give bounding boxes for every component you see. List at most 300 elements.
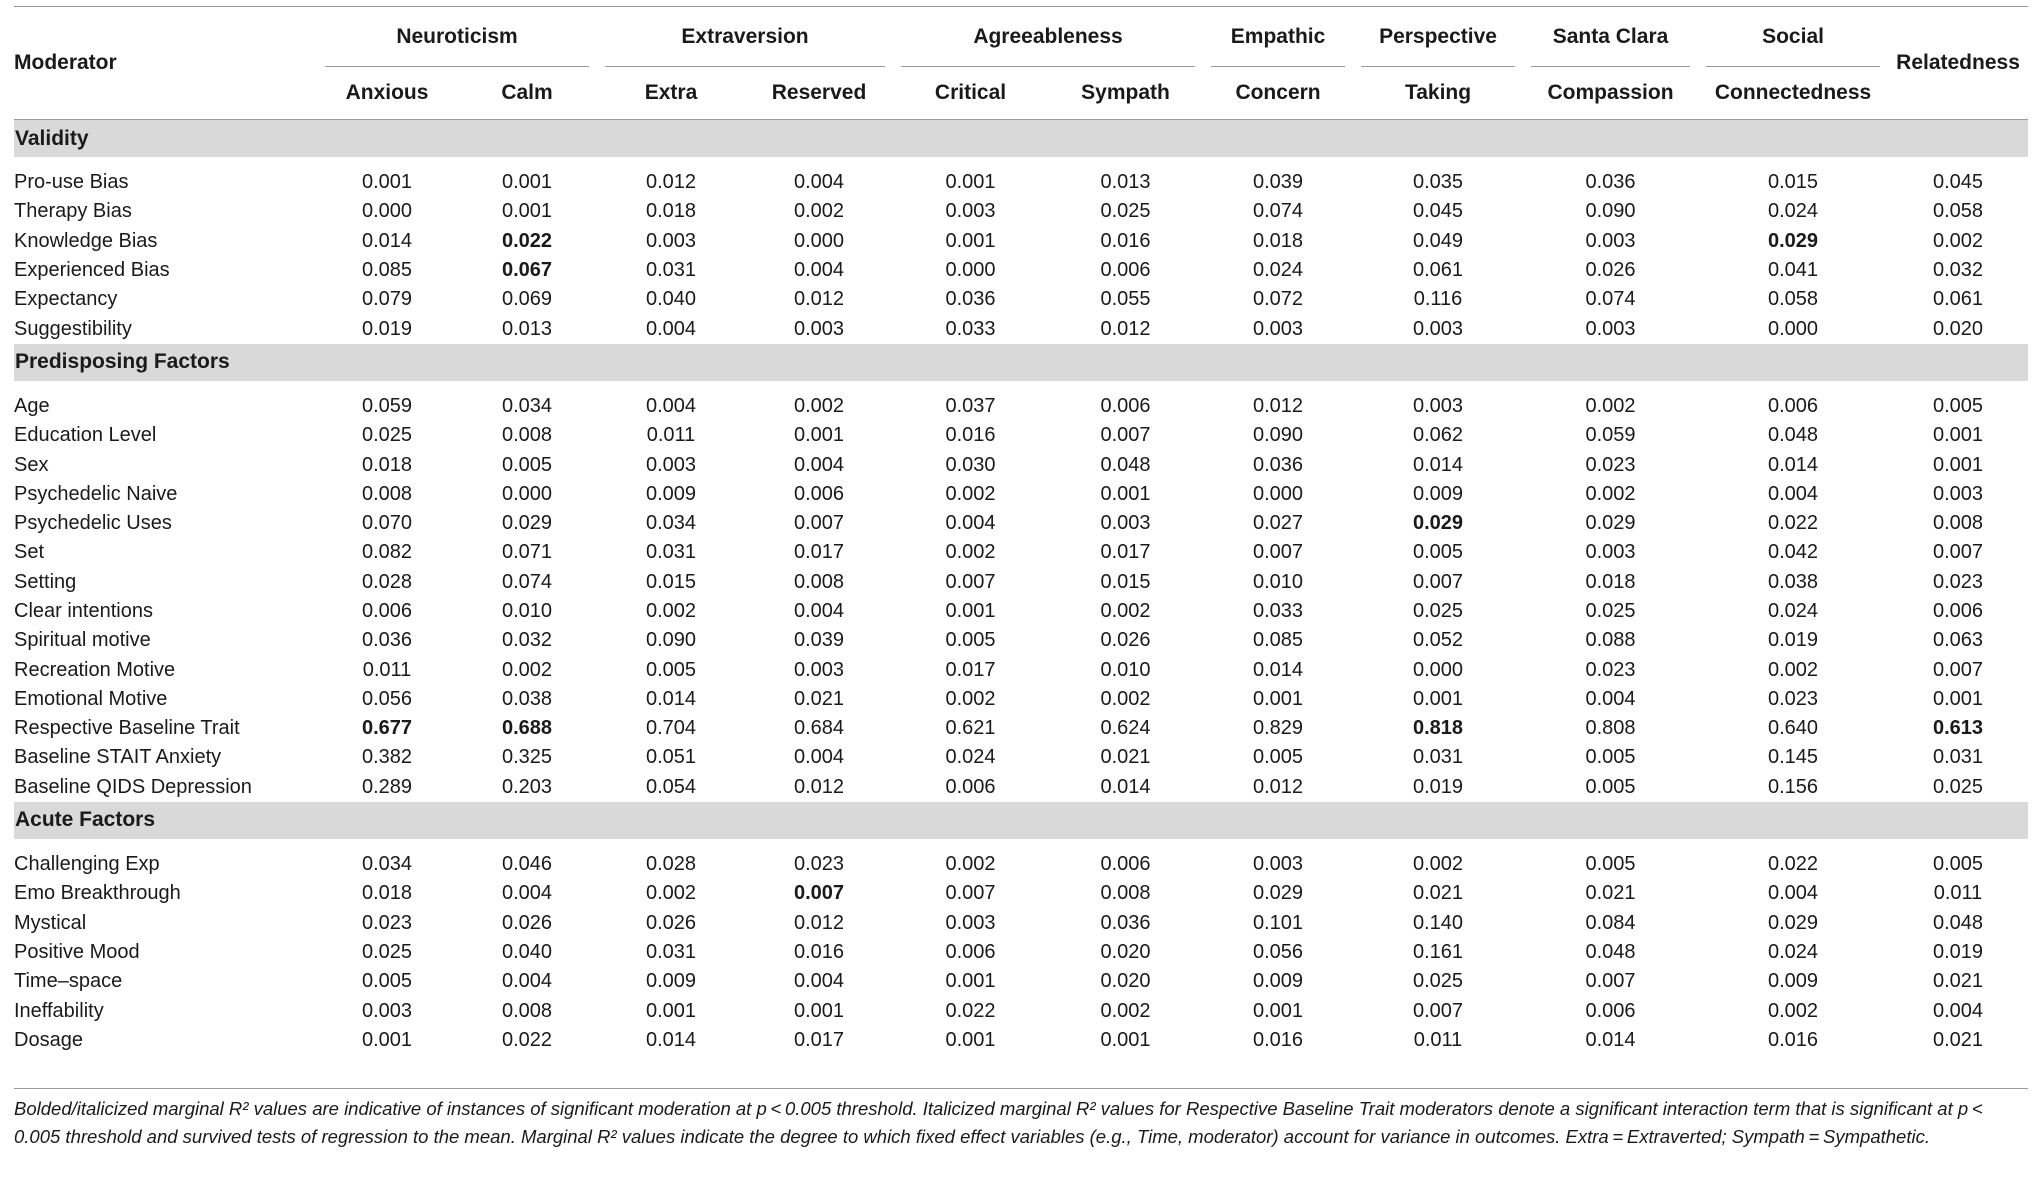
value-cell: 0.074 [1253,200,1304,223]
table-row [14,850,2028,879]
value-cell: 0.007 [1253,541,1304,564]
value-cell: 0.013 [501,317,553,340]
value-cell: 0.140 [1413,911,1464,934]
subheader: Connectedness [1698,67,1888,120]
row-label: Pro-use Bias [14,171,129,194]
value-cell: 0.023 [793,853,845,876]
value-cell: 0.016 [1100,229,1151,252]
value-cell: 0.045 [1933,171,1984,194]
value-cell: 0.005 [1413,541,1464,564]
value-cell: 0.677 [361,717,413,740]
table-row [14,285,2028,314]
value-cell: 0.002 [1585,394,1636,417]
table-row [14,655,2028,684]
value-cell: 0.027 [1253,512,1304,535]
value-cell: 0.011 [646,424,696,447]
value-cell: 0.014 [361,229,413,252]
value-cell: 0.024 [945,746,996,769]
value-cell: 0.039 [1253,171,1304,194]
value-cell: 0.048 [1585,940,1636,963]
value-cell: 0.032 [1933,259,1984,282]
value-cell: 0.042 [1768,541,1819,564]
row-label: Ineffability [14,999,104,1022]
row-label: Psychedelic Uses [14,512,172,535]
value-cell: 0.613 [1933,717,1984,740]
subheader: Extra [597,67,745,120]
value-cell: 0.019 [1413,775,1464,798]
value-cell: 0.001 [1253,687,1304,710]
row-label: Baseline QIDS Depression [14,775,252,798]
table-row [14,1026,2028,1055]
row-label: Positive Mood [14,940,140,963]
table-row [14,168,2028,197]
value-cell: 0.031 [1933,746,1984,769]
value-cell: 0.145 [1768,746,1819,769]
value-cell: 0.023 [1933,570,1984,593]
value-cell: 0.010 [1253,570,1304,593]
value-cell: 0.009 [1413,482,1464,505]
value-cell: 0.012 [1100,317,1151,340]
value-cell: 0.072 [1253,288,1304,311]
value-cell: 0.088 [1585,629,1636,652]
value-cell: 0.032 [501,629,553,652]
value-cell: 0.003 [1253,853,1304,876]
group-header: Agreeableness [893,7,1203,68]
value-cell: 0.002 [1100,687,1151,710]
value-cell: 0.036 [1585,171,1636,194]
value-cell: 0.003 [1933,482,1984,505]
value-cell: 0.012 [793,288,845,311]
value-cell: 0.001 [1933,453,1984,476]
value-cell: 0.058 [1768,288,1819,311]
row-label: Time–space [14,970,123,993]
value-cell: 0.002 [945,482,996,505]
group-header: Empathic [1203,7,1353,68]
value-cell: 0.001 [501,171,553,194]
value-cell: 0.031 [645,940,697,963]
value-cell: 0.005 [645,658,697,681]
value-cell: 0.003 [1585,317,1636,340]
value-cell: 0.023 [361,911,413,934]
value-cell: 0.002 [945,541,996,564]
value-cell: 0.025 [1933,775,1984,798]
group-header: Extraversion [597,7,893,68]
value-cell: 0.000 [793,229,845,252]
value-cell: 0.029 [1768,229,1819,252]
value-cell: 0.024 [1768,200,1819,223]
value-cell: 0.000 [361,200,413,223]
value-cell: 0.004 [793,171,845,194]
value-cell: 0.061 [1933,288,1984,311]
value-cell: 0.008 [1933,512,1984,535]
value-cell: 0.014 [1413,453,1464,476]
value-cell: 0.006 [361,600,413,622]
value-cell: 0.818 [1413,717,1464,740]
value-cell: 0.009 [1253,970,1304,993]
table-row [14,714,2028,743]
row-label: Set [14,541,45,564]
value-cell: 0.018 [361,453,413,476]
value-cell: 0.030 [945,453,996,476]
value-cell: 0.004 [1585,687,1636,710]
value-cell: 0.028 [361,570,413,593]
value-cell: 0.051 [645,746,697,769]
value-cell: 0.001 [1413,687,1464,710]
section-title: Validity [14,120,2028,158]
value-cell: 0.004 [793,746,845,769]
section-title: Acute Factors [14,802,2028,839]
value-cell: 0.000 [1413,658,1464,681]
subheader: Taking [1353,67,1523,120]
value-cell: 0.074 [1585,288,1636,311]
row-label: Age [14,394,50,417]
value-cell: 0.640 [1768,717,1819,740]
section-spacer [14,157,2028,168]
table-row [14,227,2028,256]
subheader: Sympath [1048,67,1203,120]
value-cell: 0.014 [1768,453,1819,476]
value-cell: 0.034 [361,853,413,876]
header-row-groups [14,7,2028,68]
group-header: Social [1698,7,1888,68]
value-cell: 0.025 [1100,200,1151,223]
table-row [14,392,2028,421]
value-cell: 0.003 [1585,541,1636,564]
value-cell: 0.001 [793,424,845,447]
value-cell: 0.001 [945,1028,996,1051]
value-cell: 0.040 [501,940,553,963]
spacer-cell [14,839,2028,850]
value-cell: 0.829 [1253,717,1304,740]
value-cell: 0.046 [501,853,553,876]
value-cell: 0.071 [501,541,553,564]
value-cell: 0.002 [501,658,553,681]
value-cell: 0.808 [1585,717,1636,740]
value-cell: 0.036 [1100,911,1151,934]
value-cell: 0.001 [945,970,996,993]
value-cell: 0.049 [1413,229,1464,252]
value-cell: 0.002 [945,687,996,710]
value-cell: 0.070 [361,512,413,535]
value-cell: 0.004 [945,512,996,535]
value-cell: 0.010 [1100,658,1151,681]
value-cell: 0.014 [1100,775,1151,798]
value-cell: 0.002 [1100,999,1151,1022]
value-cell: 0.059 [1585,424,1636,447]
row-label: Expectancy [14,288,118,311]
value-cell: 0.008 [1100,882,1151,905]
table-row [14,685,2028,714]
value-cell: 0.101 [1253,911,1304,934]
value-cell: 0.007 [945,882,996,905]
value-cell: 0.036 [361,629,413,652]
value-cell: 0.004 [645,394,697,417]
value-cell: 0.029 [501,512,553,535]
value-cell: 0.067 [501,259,553,282]
value-cell: 0.034 [501,394,553,417]
value-cell: 0.024 [1768,940,1819,963]
value-cell: 0.002 [1933,229,1984,252]
value-cell: 0.325 [501,746,553,769]
table-row [14,256,2028,285]
value-cell: 0.023 [1585,453,1636,476]
value-cell: 0.007 [945,570,996,593]
value-cell: 0.002 [793,200,845,223]
value-cell: 0.085 [1253,629,1304,652]
value-cell: 0.048 [1768,424,1819,447]
value-cell: 0.002 [793,394,845,417]
value-cell: 0.031 [1413,746,1464,769]
table-row [14,967,2028,996]
value-cell: 0.012 [793,911,845,934]
table-row [14,879,2028,908]
value-cell: 0.001 [501,200,553,223]
value-cell: 0.021 [1413,882,1464,905]
value-cell: 0.006 [1100,394,1151,417]
value-cell: 0.090 [1253,424,1304,447]
table-row [14,538,2028,567]
value-cell: 0.079 [361,288,413,311]
value-cell: 0.004 [793,970,845,993]
value-cell: 0.007 [1100,424,1151,447]
value-cell: 0.012 [645,171,697,194]
value-cell: 0.056 [361,687,413,710]
table-row [14,597,2028,626]
value-cell: 0.156 [1768,775,1819,798]
table-footnote: Bolded/italicized marginal R² values are indicative of instances of significant moderation at p < 0.005 threshold. Italicized marginal R² values for Respective Baseline Trait moderators denote a significant interaction term that is significant at p < 0.005 threshold and survived tests of regression to the mean. Marginal R² values indicate the degree to which fixed effect variables (e.g., Time, moderator) account for variance in outcomes. Extra = Extraverted; Sympath = Sympathetic. [14,1088,2028,1151]
row-label: Suggestibility [14,317,132,340]
value-cell: 0.002 [645,882,697,905]
value-cell: 0.008 [501,424,553,447]
value-cell: 0.026 [645,911,697,934]
section-spacer [14,381,2028,392]
value-cell: 0.002 [1413,853,1464,876]
table-row [14,314,2028,343]
value-cell: 0.007 [793,512,845,535]
spacer-cell [14,157,2028,168]
table-row [14,996,2028,1025]
value-cell: 0.688 [501,717,553,740]
value-cell: 0.084 [1585,911,1636,934]
value-cell: 0.007 [1933,658,1984,681]
value-cell: 0.007 [793,882,845,905]
table-row [14,568,2028,597]
value-cell: 0.006 [1933,600,1984,622]
value-cell: 0.161 [1413,940,1464,963]
value-cell: 0.003 [945,911,996,934]
value-cell: 0.005 [1933,853,1984,876]
value-cell: 0.005 [945,629,996,652]
value-cell: 0.025 [361,940,413,963]
value-cell: 0.011 [1933,882,1983,905]
value-cell: 0.036 [1253,453,1304,476]
value-cell: 0.003 [945,200,996,223]
value-cell: 0.116 [1413,288,1463,311]
value-cell: 0.061 [1413,259,1464,282]
value-cell: 0.382 [361,746,413,769]
value-cell: 0.022 [501,229,553,252]
value-cell: 0.059 [361,394,413,417]
table-row [14,480,2028,509]
value-cell: 0.048 [1100,453,1151,476]
row-label: Respective Baseline Trait [14,717,240,740]
value-cell: 0.028 [645,853,697,876]
value-cell: 0.001 [361,171,413,194]
value-cell: 0.004 [793,259,845,282]
section-header-row [14,344,2028,381]
value-cell: 0.018 [1253,229,1304,252]
value-cell: 0.090 [1585,200,1636,223]
value-cell: 0.015 [1100,570,1151,593]
value-cell: 0.002 [945,853,996,876]
value-cell: 0.004 [645,317,697,340]
value-cell: 0.034 [645,512,697,535]
value-cell: 0.021 [1933,970,1984,993]
value-cell: 0.005 [1585,775,1636,798]
value-cell: 0.704 [645,717,697,740]
value-cell: 0.001 [361,1028,413,1051]
value-cell: 0.021 [1585,882,1636,905]
value-cell: 0.022 [1768,512,1819,535]
value-cell: 0.012 [793,775,845,798]
value-cell: 0.016 [1253,1028,1304,1051]
value-cell: 0.016 [1768,1028,1819,1051]
value-cell: 0.085 [361,259,413,282]
value-cell: 0.003 [645,453,697,476]
value-cell: 0.001 [1253,999,1304,1022]
value-cell: 0.017 [793,1028,845,1051]
value-cell: 0.054 [645,775,697,798]
value-cell: 0.055 [1100,288,1151,311]
value-cell: 0.004 [793,600,845,622]
value-cell: 0.003 [361,999,413,1022]
row-label: Dosage [14,1028,83,1051]
value-cell: 0.036 [945,288,996,311]
row-label: Therapy Bias [14,200,132,223]
value-cell: 0.003 [1100,512,1151,535]
value-cell: 0.022 [501,1028,553,1051]
table-row [14,938,2028,967]
value-cell: 0.004 [501,970,553,993]
value-cell: 0.624 [1100,717,1151,740]
value-cell: 0.019 [361,317,413,340]
value-cell: 0.002 [645,600,697,622]
value-cell: 0.006 [1585,999,1636,1022]
value-cell: 0.006 [1100,259,1151,282]
value-cell: 0.029 [1768,911,1819,934]
value-cell: 0.017 [1100,541,1151,564]
value-cell: 0.001 [1933,424,1984,447]
value-cell: 0.009 [645,970,697,993]
value-cell: 0.007 [1585,970,1636,993]
row-label: Baseline STAIT Anxiety [14,746,222,769]
value-cell: 0.003 [1413,394,1464,417]
value-cell: 0.011 [362,658,412,681]
value-cell: 0.035 [1413,171,1464,194]
value-cell: 0.045 [1413,200,1464,223]
subheader: Reserved [745,67,893,120]
value-cell: 0.005 [361,970,413,993]
value-cell: 0.005 [501,453,553,476]
value-cell: 0.013 [1100,171,1151,194]
value-cell: 0.052 [1413,629,1464,652]
value-cell: 0.001 [1100,1028,1151,1051]
row-label: Experienced Bias [14,259,170,282]
value-cell: 0.002 [1585,482,1636,505]
value-cell: 0.033 [945,317,996,340]
value-cell: 0.002 [1100,600,1151,622]
value-cell: 0.007 [1933,541,1984,564]
value-cell: 0.029 [1413,512,1464,535]
value-cell: 0.018 [361,882,413,905]
value-cell: 0.004 [1933,999,1984,1022]
value-cell: 0.019 [1768,629,1819,652]
value-cell: 0.082 [361,541,413,564]
value-cell: 0.015 [1768,171,1819,194]
value-cell: 0.018 [1585,570,1636,593]
row-label: Emo Breakthrough [14,882,181,905]
table-row [14,743,2028,772]
moderator-r2-table [14,6,2028,1055]
value-cell: 0.012 [1253,394,1304,417]
table-body [14,120,2028,1056]
value-cell: 0.000 [501,482,553,505]
value-cell: 0.029 [1253,882,1304,905]
value-cell: 0.025 [1585,600,1636,622]
value-cell: 0.001 [645,999,697,1022]
section-header-row [14,120,2028,158]
value-cell: 0.003 [793,658,845,681]
value-cell: 0.006 [1100,853,1151,876]
value-cell: 0.008 [793,570,845,593]
value-cell: 0.062 [1413,424,1464,447]
value-cell: 0.023 [1585,658,1636,681]
value-cell: 0.021 [1933,1028,1984,1051]
value-cell: 0.020 [1100,940,1151,963]
value-cell: 0.001 [1100,482,1151,505]
value-cell: 0.000 [1253,482,1304,505]
row-label: Psychedelic Naive [14,482,178,505]
value-cell: 0.016 [793,940,845,963]
value-cell: 0.014 [645,1028,697,1051]
value-cell: 0.684 [793,717,845,740]
value-cell: 0.008 [501,999,553,1022]
value-cell: 0.001 [793,999,845,1022]
value-cell: 0.021 [1100,746,1151,769]
value-cell: 0.003 [1413,317,1464,340]
value-cell: 0.038 [501,687,553,710]
section-spacer [14,839,2028,850]
table-row [14,421,2028,450]
value-cell: 0.004 [1768,482,1819,505]
table-row [14,450,2028,479]
value-cell: 0.018 [645,200,697,223]
value-cell: 0.031 [645,259,697,282]
value-cell: 0.026 [501,911,553,934]
value-cell: 0.041 [1768,259,1819,282]
relatedness-header: Relatedness [1888,7,2028,120]
spacer-cell [14,381,2028,392]
group-header: Perspective [1353,7,1523,68]
value-cell: 0.002 [1768,658,1819,681]
value-cell: 0.029 [1585,512,1636,535]
table-row [14,509,2028,538]
value-cell: 0.016 [945,424,996,447]
value-cell: 0.040 [645,288,697,311]
value-cell: 0.058 [1933,200,1984,223]
value-cell: 0.022 [945,999,996,1022]
results-table-container [14,6,2028,1055]
